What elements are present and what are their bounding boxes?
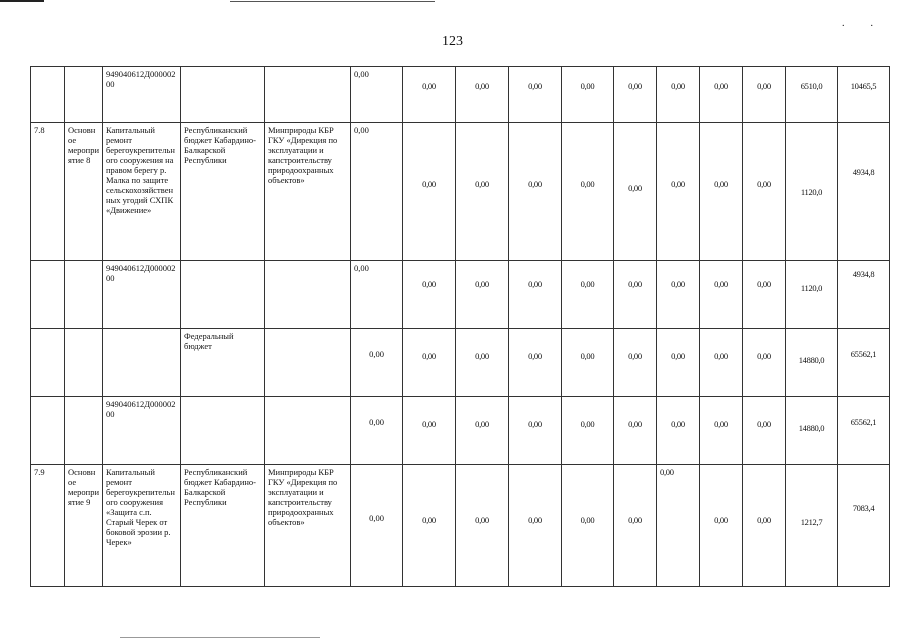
cell-first-value: 0,00 bbox=[351, 261, 403, 329]
cell-value: 6510,0 bbox=[786, 67, 838, 123]
cell-value: 0,00 bbox=[743, 261, 786, 329]
cell-value: 0,00 bbox=[614, 465, 657, 587]
cell-value: 0,00 bbox=[614, 67, 657, 123]
page-number: 123 bbox=[442, 34, 463, 49]
cell-value: 0,00 bbox=[700, 465, 743, 587]
cell-value: 0,00 bbox=[562, 329, 614, 397]
cell-value: 0,00 bbox=[657, 123, 700, 261]
cell-value: 0,00 bbox=[700, 329, 743, 397]
cell-value: 0,00 bbox=[456, 123, 509, 261]
cell-value: 0,00 bbox=[700, 261, 743, 329]
cell-value: 1212,7 bbox=[786, 465, 838, 587]
table-row bbox=[31, 261, 890, 329]
cell-no: 7.8 bbox=[31, 123, 65, 261]
cell-value: 0,00 bbox=[700, 123, 743, 261]
cell-source bbox=[181, 67, 265, 123]
cell-no bbox=[31, 67, 65, 123]
cell-no bbox=[31, 261, 65, 329]
cell-value: 0,00 bbox=[657, 397, 700, 465]
cell-value: 0,00 bbox=[509, 397, 562, 465]
cell-value: 0,00 bbox=[657, 261, 700, 329]
cell-value: 0,00 bbox=[657, 465, 700, 587]
cell-value: 0,00 bbox=[657, 67, 700, 123]
cell-value: 0,00 bbox=[743, 397, 786, 465]
cell-source bbox=[181, 397, 265, 465]
cell-value: 0,00 bbox=[562, 261, 614, 329]
cell-name: 949040612Д00000200 bbox=[103, 397, 181, 465]
cell-value: 0,00 bbox=[456, 261, 509, 329]
cell-value: 0,00 bbox=[509, 465, 562, 587]
table-row bbox=[31, 123, 890, 261]
scan-dots: .. bbox=[842, 18, 899, 29]
cell-value: 0,00 bbox=[743, 123, 786, 261]
cell-executor bbox=[265, 261, 351, 329]
cell-no bbox=[31, 397, 65, 465]
cell-value: 10465,5 bbox=[838, 67, 890, 123]
cell-value: 0,00 bbox=[562, 67, 614, 123]
cell-executor: Минприроды КБР ГКУ «Дирекция по эксплуатации и капстроительству природоохранных объектов» bbox=[265, 123, 351, 261]
cell-value: 0,00 bbox=[614, 397, 657, 465]
table-row bbox=[31, 67, 890, 123]
cell-value: 0,00 bbox=[614, 329, 657, 397]
cell-value: 65562,1 bbox=[838, 329, 890, 397]
cell-value: 0,00 bbox=[657, 329, 700, 397]
cell-value: 0,00 bbox=[456, 67, 509, 123]
cell-executor: Минприроды КБР ГКУ «Дирекция по эксплуатации и капстроительству природоохранных объектов» bbox=[265, 465, 351, 587]
cell-first-value: 0,00 bbox=[351, 67, 403, 123]
table-row bbox=[31, 397, 890, 465]
cell-value: 0,00 bbox=[403, 123, 456, 261]
cell-status bbox=[65, 397, 103, 465]
cell-name: Капитальный ремонт берегоукрепительного сооружения на правом берегу р. Малка по защите сельскохозяйственных угодий СХПК «Движение» bbox=[103, 123, 181, 261]
cell-status: Основное мероприятие 9 bbox=[65, 465, 103, 587]
cell-value: 0,00 bbox=[403, 397, 456, 465]
cell-value: 0,00 bbox=[456, 465, 509, 587]
cell-value: 14880,0 bbox=[786, 329, 838, 397]
cell-value: 65562,1 bbox=[838, 397, 890, 465]
cell-value: 0,00 bbox=[700, 67, 743, 123]
cell-status bbox=[65, 261, 103, 329]
cell-first-value: 0,00 bbox=[351, 465, 403, 587]
cell-value: 7083,4 bbox=[838, 465, 890, 587]
table-row bbox=[31, 329, 890, 397]
cell-value: 14880,0 bbox=[786, 397, 838, 465]
cell-value: 0,00 bbox=[403, 465, 456, 587]
cell-first-value: 0,00 bbox=[351, 123, 403, 261]
cell-first-value: 0,00 bbox=[351, 329, 403, 397]
cell-name: 949040612Д00000200 bbox=[103, 67, 181, 123]
budget-table bbox=[30, 66, 890, 587]
cell-value: 4934,8 bbox=[838, 261, 890, 329]
cell-name: 949040612Д00000200 bbox=[103, 261, 181, 329]
cell-executor bbox=[265, 397, 351, 465]
cell-value: 0,00 bbox=[562, 123, 614, 261]
cell-value: 1120,0 bbox=[786, 261, 838, 329]
cell-value: 0,00 bbox=[743, 329, 786, 397]
cell-value: 0,00 bbox=[700, 397, 743, 465]
cell-value: 0,00 bbox=[509, 123, 562, 261]
cell-value: 0,00 bbox=[614, 123, 657, 261]
cell-value: 0,00 bbox=[743, 465, 786, 587]
cell-status: Основное мероприятие 8 bbox=[65, 123, 103, 261]
cell-value: 0,00 bbox=[456, 397, 509, 465]
cell-value: 0,00 bbox=[403, 261, 456, 329]
cell-name: Капитальный ремонт берегоукрепительного сооружения «Защита с.п. Старый Черек от боковой эрозии р. Черек» bbox=[103, 465, 181, 587]
cell-value: 0,00 bbox=[743, 67, 786, 123]
cell-no bbox=[31, 329, 65, 397]
cell-source bbox=[181, 261, 265, 329]
cell-value: 0,00 bbox=[509, 261, 562, 329]
cell-value: 0,00 bbox=[456, 329, 509, 397]
cell-status bbox=[65, 67, 103, 123]
cell-value: 0,00 bbox=[509, 329, 562, 397]
cell-source: Республиканский бюджет Кабардино-Балкарской Республики bbox=[181, 123, 265, 261]
scan-mark-top-left bbox=[0, 0, 44, 2]
cell-value: 0,00 bbox=[403, 329, 456, 397]
cell-no: 7.9 bbox=[31, 465, 65, 587]
cell-source: Республиканский бюджет Кабардино-Балкарской Республики bbox=[181, 465, 265, 587]
cell-value: 0,00 bbox=[614, 261, 657, 329]
cell-source: Федеральный бюджет bbox=[181, 329, 265, 397]
cell-executor bbox=[265, 329, 351, 397]
cell-value: 0,00 bbox=[562, 397, 614, 465]
cell-value: 0,00 bbox=[509, 67, 562, 123]
cell-first-value: 0,00 bbox=[351, 397, 403, 465]
cell-value: 4934,8 bbox=[838, 123, 890, 261]
table-row bbox=[31, 465, 890, 587]
cell-value: 1120,0 bbox=[786, 123, 838, 261]
cell-name bbox=[103, 329, 181, 397]
cell-executor bbox=[265, 67, 351, 123]
cell-value: 0,00 bbox=[403, 67, 456, 123]
cell-value: 0,00 bbox=[562, 465, 614, 587]
cell-status bbox=[65, 329, 103, 397]
scan-mark-top-dashes bbox=[230, 1, 435, 2]
scan-mark-bottom-dashes bbox=[120, 637, 320, 638]
